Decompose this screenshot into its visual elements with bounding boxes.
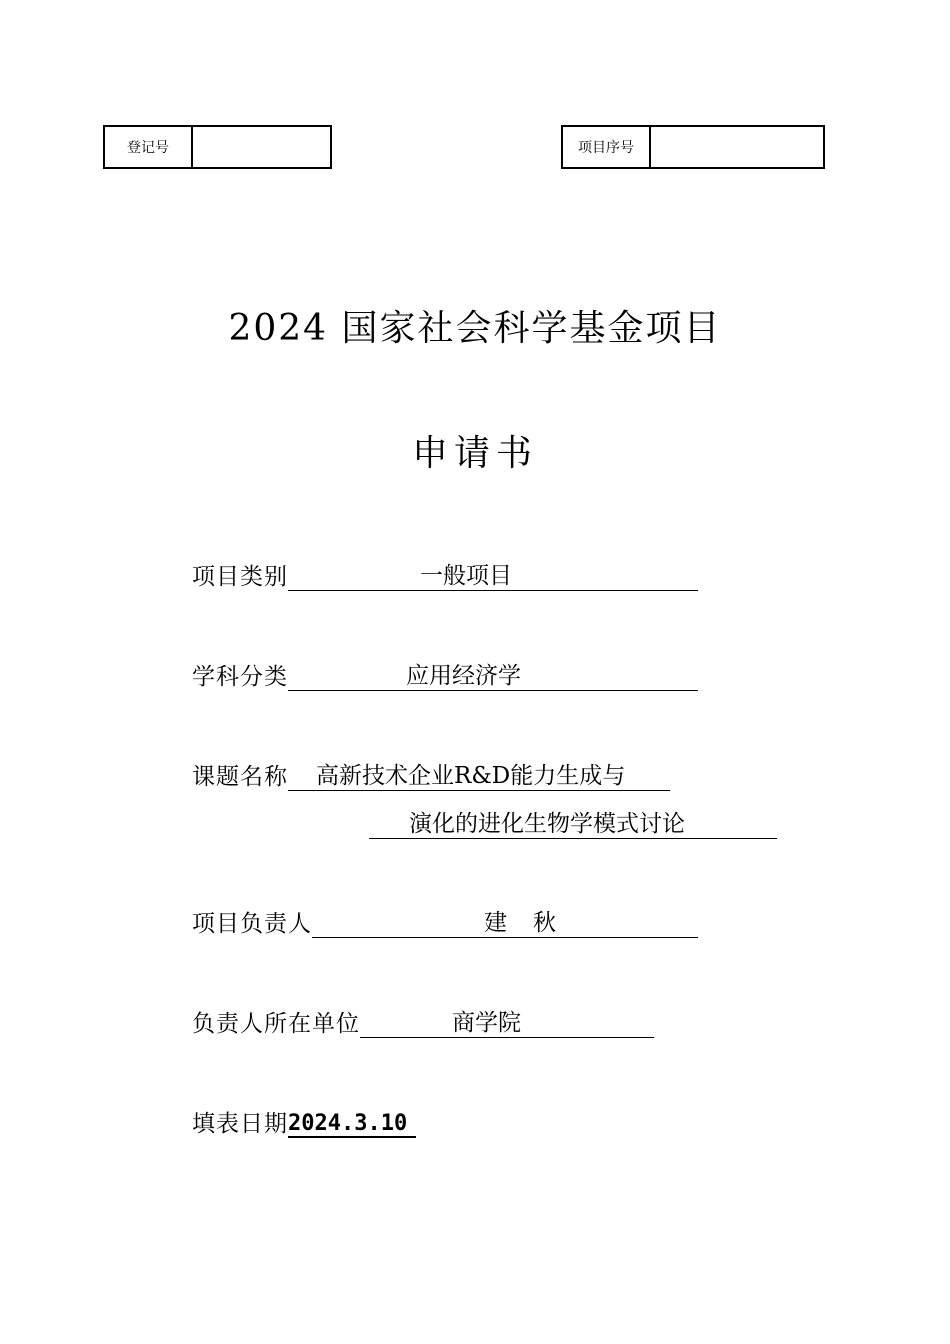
leader-value: 建秋 [484,910,582,936]
unit-underline [360,1007,654,1038]
unit-value: 商学院 [452,1010,521,1036]
project-type-field [192,558,698,591]
leader-field [192,905,698,938]
topic-underline-2 [369,808,777,839]
subject-underline [288,660,698,691]
project-type-value: 一般项目 [420,563,512,589]
project-sequence-label: 项目序号 [563,127,651,167]
date-field [192,1105,416,1138]
date-underline [288,1106,416,1138]
topic-value-line1: 高新技术企业R&D能力生成与 [316,763,626,789]
registration-number-box [103,125,332,169]
document-title: 2024 国家社会科学基金项目 [228,308,722,349]
project-type-label: 项目类别 [192,564,288,590]
project-sequence-box [561,125,825,169]
document-subtitle: 申请书 [411,433,538,474]
unit-field [192,1005,654,1038]
topic-value-line2: 演化的进化生物学模式讨论 [409,811,685,837]
topic-field [192,758,670,791]
date-value: 2024.3.10 [288,1111,408,1136]
topic-underline-1 [288,760,670,791]
subject-label: 学科分类 [192,664,288,690]
topic-field-line2 [369,808,777,839]
registration-number-value [193,127,330,167]
project-sequence-value [651,127,823,167]
registration-number-label: 登记号 [105,127,193,167]
topic-label: 课题名称 [192,764,288,790]
subject-field [192,658,698,691]
leader-label: 项目负责人 [192,911,312,937]
project-type-underline [288,560,698,591]
subject-value: 应用经济学 [406,663,521,689]
date-label: 填表日期 [192,1111,288,1137]
leader-underline [312,907,698,938]
unit-label: 负责人所在单位 [192,1011,360,1037]
